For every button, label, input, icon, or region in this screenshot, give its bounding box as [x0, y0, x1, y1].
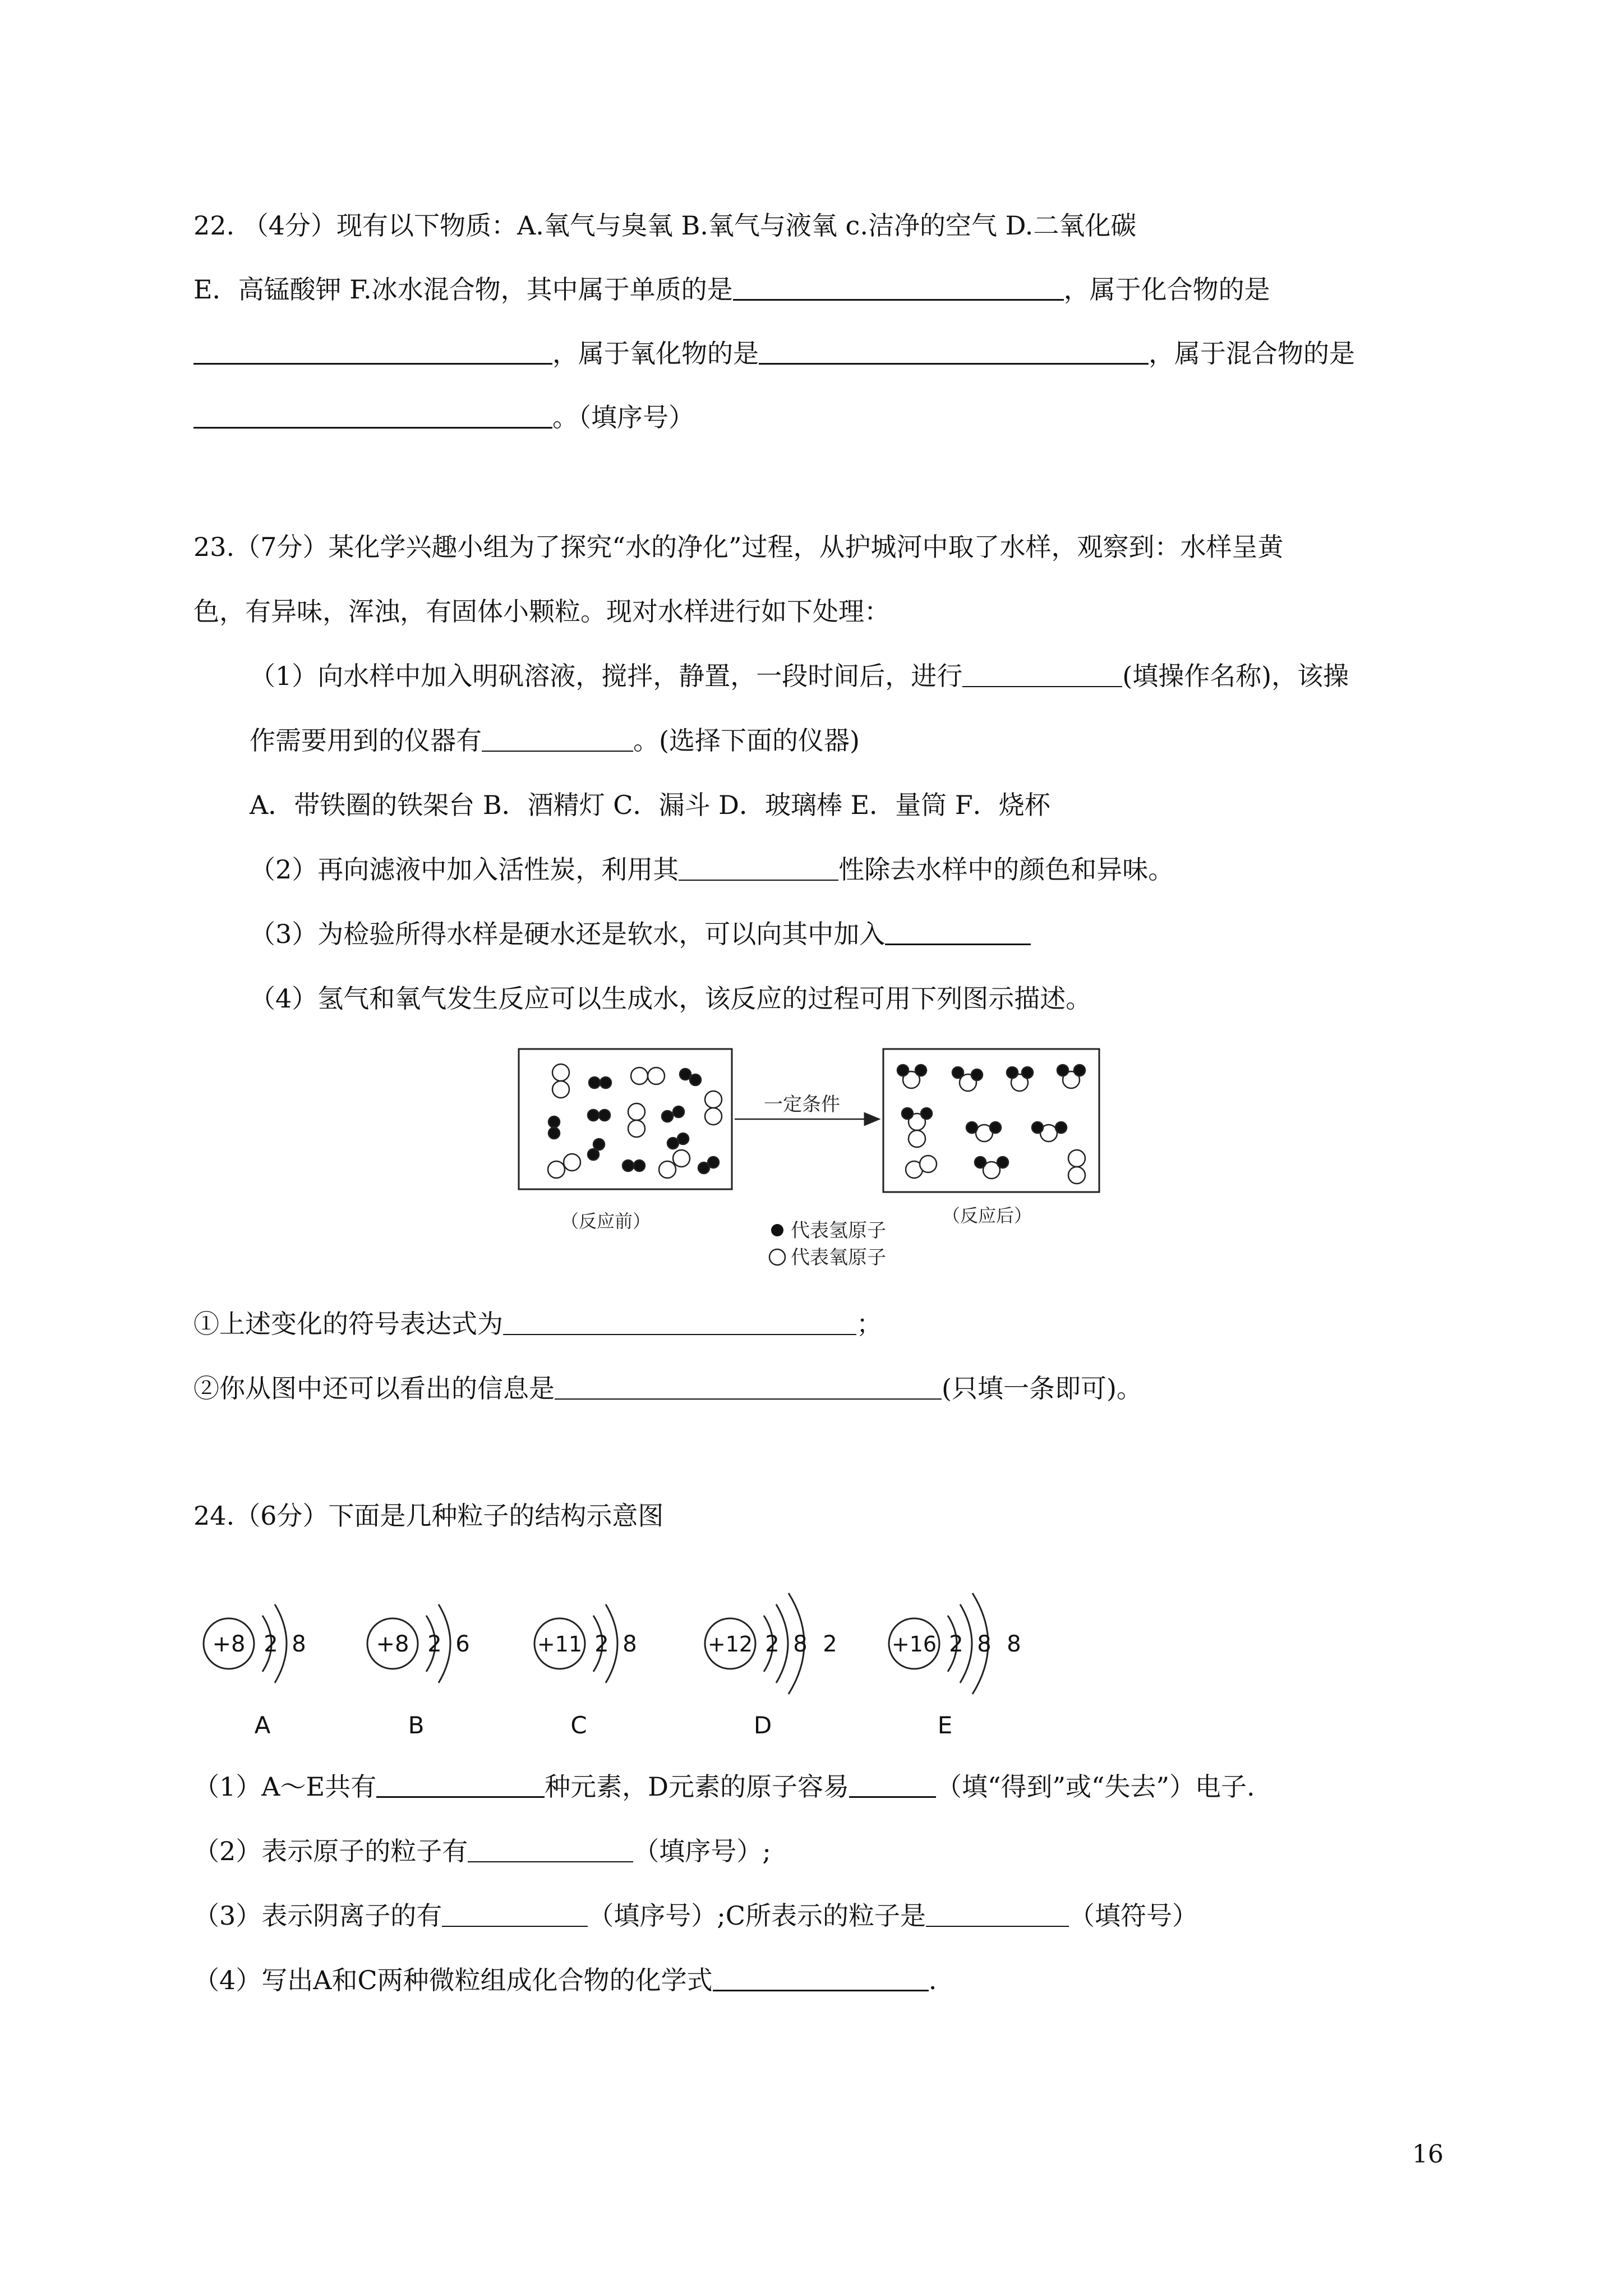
- q22-text-2b: ，属于化合物的是: [1063, 274, 1270, 305]
- q24-p1-text-b: 种元素，D元素的原子容易: [545, 1772, 849, 1802]
- particle-d-label: D: [753, 1711, 772, 1739]
- q22-blank-element[interactable]: [733, 274, 1064, 301]
- particle-a-label: A: [254, 1711, 271, 1739]
- q23-p1-text-c: 作需要用到的仪器有: [250, 725, 482, 756]
- particle-b-shell-2: 6: [455, 1631, 470, 1657]
- q22-blank-compound[interactable]: [193, 338, 552, 365]
- q24-p3-text-c: （填符号）: [1068, 1901, 1198, 1931]
- q23-blank-adsorption[interactable]: [679, 855, 838, 881]
- q23-p4-text: （4）氢气和氧气发生反应可以生成水，该反应的过程可用下列图示描述。: [250, 983, 1092, 1014]
- q24-part3: [193, 1899, 1198, 1932]
- before-label: （反应前）: [561, 1211, 651, 1232]
- oxygen-legend-icon: [769, 1249, 785, 1265]
- q23-part2: [250, 853, 1174, 886]
- q24-p1-text-c: （填“得到”或“失去”）电子.: [935, 1772, 1255, 1802]
- particle-diagrams: [191, 1565, 1066, 1756]
- q24-p1-text-a: （1）A～E共有: [193, 1772, 377, 1802]
- q23-line1: [193, 530, 1283, 564]
- q22-line4: [193, 401, 694, 434]
- q24-blank-elements[interactable]: [376, 1772, 545, 1798]
- before-molecules: [548, 1064, 722, 1178]
- q23-blank-operation[interactable]: [962, 661, 1122, 687]
- q23-options: [250, 788, 1050, 822]
- page-number: 16: [1412, 2140, 1444, 2169]
- q24-part1: [193, 1770, 1255, 1803]
- q23-s1-end: ；: [856, 1309, 882, 1339]
- q23-part1-line1: [250, 659, 1349, 693]
- q23-option-list: A．带铁圈的铁架台 B．酒精灯 C．漏斗 D．玻璃棒 E．量筒 F．烧杯: [250, 790, 1050, 820]
- q24-line1: [193, 1499, 663, 1533]
- q23-p2-text-b: 性除去水样中的颜色和异味。: [838, 854, 1174, 885]
- q24-blank-atoms[interactable]: [468, 1837, 633, 1862]
- q24-blank-gain-lose[interactable]: [849, 1772, 936, 1798]
- particle-c: [534, 1604, 637, 1739]
- particle-e-shell-1: 2: [949, 1631, 963, 1657]
- q23-s2-text: ②你从图中还可以看出的信息是: [193, 1373, 555, 1404]
- q24-p3-text-a: （3）表示阴离子的有: [193, 1901, 442, 1931]
- q23-blank-equation[interactable]: [503, 1309, 856, 1335]
- particle-a-shell-1: 2: [264, 1631, 278, 1657]
- particle-b: [367, 1604, 470, 1739]
- particle-e-label: E: [937, 1711, 953, 1739]
- q24-blank-symbol[interactable]: [926, 1901, 1069, 1927]
- q24-p3-text-b: （填序号）;C所表示的粒子是: [588, 1901, 926, 1931]
- q23-stem-2: 色，有异味，浑浊，有固体小颗粒。现对水样进行如下处理：: [193, 596, 890, 627]
- reaction-diagram: [505, 1043, 1127, 1285]
- q24-p2-text-b: （填序号）;: [633, 1836, 771, 1866]
- q23-p3-text: （3）为检验所得水样是硬水还是软水，可以向其中加入: [250, 919, 886, 949]
- particle-c-label: C: [570, 1711, 587, 1739]
- hydrogen-legend-icon: [771, 1224, 783, 1236]
- q24-part2: [193, 1834, 771, 1868]
- q23-blank-info[interactable]: [555, 1374, 942, 1400]
- q22-blank-mixture[interactable]: [193, 402, 552, 429]
- q24-blank-formula[interactable]: [713, 1965, 929, 1991]
- q24-p4-text-a: （4）写出A和C两种微粒组成化合物的化学式: [193, 1965, 713, 1995]
- q23-blank-reagent[interactable]: [885, 919, 1031, 945]
- q23-part4: [250, 982, 1091, 1015]
- legend-oxygen: 代表氧原子: [791, 1246, 886, 1269]
- q22-line1: [193, 209, 1136, 242]
- q24-p2-text-a: （2）表示原子的粒子有: [193, 1836, 468, 1866]
- particle-d: [705, 1593, 837, 1739]
- particle-c-shell-2: 8: [623, 1631, 637, 1657]
- q23-sub2: [193, 1372, 1142, 1405]
- q23-line2: [193, 595, 890, 628]
- particle-c-nucleus: +11: [537, 1632, 583, 1657]
- q24-blank-anions[interactable]: [442, 1901, 588, 1927]
- q22-text-4: 。（填序号）: [552, 402, 694, 432]
- particle-e-shell-2: 8: [977, 1631, 992, 1657]
- legend-hydrogen: 代表氢原子: [791, 1220, 886, 1242]
- q22-line3: [193, 337, 1355, 370]
- particle-d-nucleus: +12: [707, 1632, 753, 1657]
- particle-c-shell-1: 2: [594, 1631, 609, 1657]
- particle-b-nucleus: +8: [376, 1631, 409, 1657]
- q23-p2-text-a: （2）再向滤液中加入活性炭，利用其: [250, 854, 679, 885]
- particle-a-nucleus: +8: [212, 1631, 246, 1657]
- particle-d-shell-1: 2: [765, 1631, 780, 1657]
- q24-part4: [193, 1963, 937, 1997]
- after-label: （反应后）: [942, 1205, 1032, 1226]
- q23-s1-text: ①上述变化的符号表达式为: [193, 1309, 503, 1339]
- q23-stem: 23.（7分）某化学兴趣小组为了探究“水的净化”过程，从护城河中取了水样，观察到：水样呈黄: [193, 532, 1284, 562]
- q22-blank-oxide[interactable]: [759, 338, 1149, 365]
- particle-e: [889, 1593, 1021, 1739]
- particle-e-shell-3: 8: [1007, 1631, 1021, 1657]
- particle-b-shell-1: 2: [427, 1631, 442, 1657]
- arrow-label: 一定条件: [764, 1093, 840, 1116]
- particle-a-shell-2: 8: [292, 1631, 306, 1657]
- q23-sub1: [193, 1307, 882, 1341]
- q23-part1-line2: [250, 724, 860, 757]
- particle-d-shell-2: 8: [793, 1631, 808, 1657]
- q23-part3: [250, 917, 1031, 951]
- particle-b-label: B: [408, 1711, 425, 1739]
- q22-text-2a: E．高锰酸钾 F.冰水混合物，其中属于单质的是: [193, 274, 733, 305]
- q23-p1-text-b: (填操作名称)，该操: [1122, 661, 1349, 691]
- particle-d-shell-3: 2: [823, 1631, 837, 1657]
- q23-p1-text-d: 。(选择下面的仪器): [633, 725, 860, 756]
- q24-stem: 24.（6分）下面是几种粒子的结构示意图: [193, 1501, 664, 1531]
- q23-blank-instruments[interactable]: [482, 726, 633, 752]
- q22-text-3b: ，属于混合物的是: [1149, 338, 1355, 369]
- q24-p4-text-b: .: [928, 1965, 937, 1995]
- particle-e-nucleus: +16: [891, 1632, 937, 1657]
- q23-s2-end: (只填一条即可)。: [942, 1373, 1142, 1404]
- particle-a: [204, 1604, 306, 1739]
- q22-text-3a: ，属于氧化物的是: [552, 338, 759, 369]
- q22-line2: [193, 273, 1270, 306]
- after-molecules: [897, 1065, 1085, 1184]
- q22-stem: 22. （4分）现有以下物质：A.氧气与臭氧 B.氧气与液氧 c.洁净的空气 D.二氧化碳: [193, 210, 1137, 241]
- q23-p1-text-a: （1）向水样中加入明矾溶液，搅拌，静置，一段时间后，进行: [250, 661, 963, 691]
